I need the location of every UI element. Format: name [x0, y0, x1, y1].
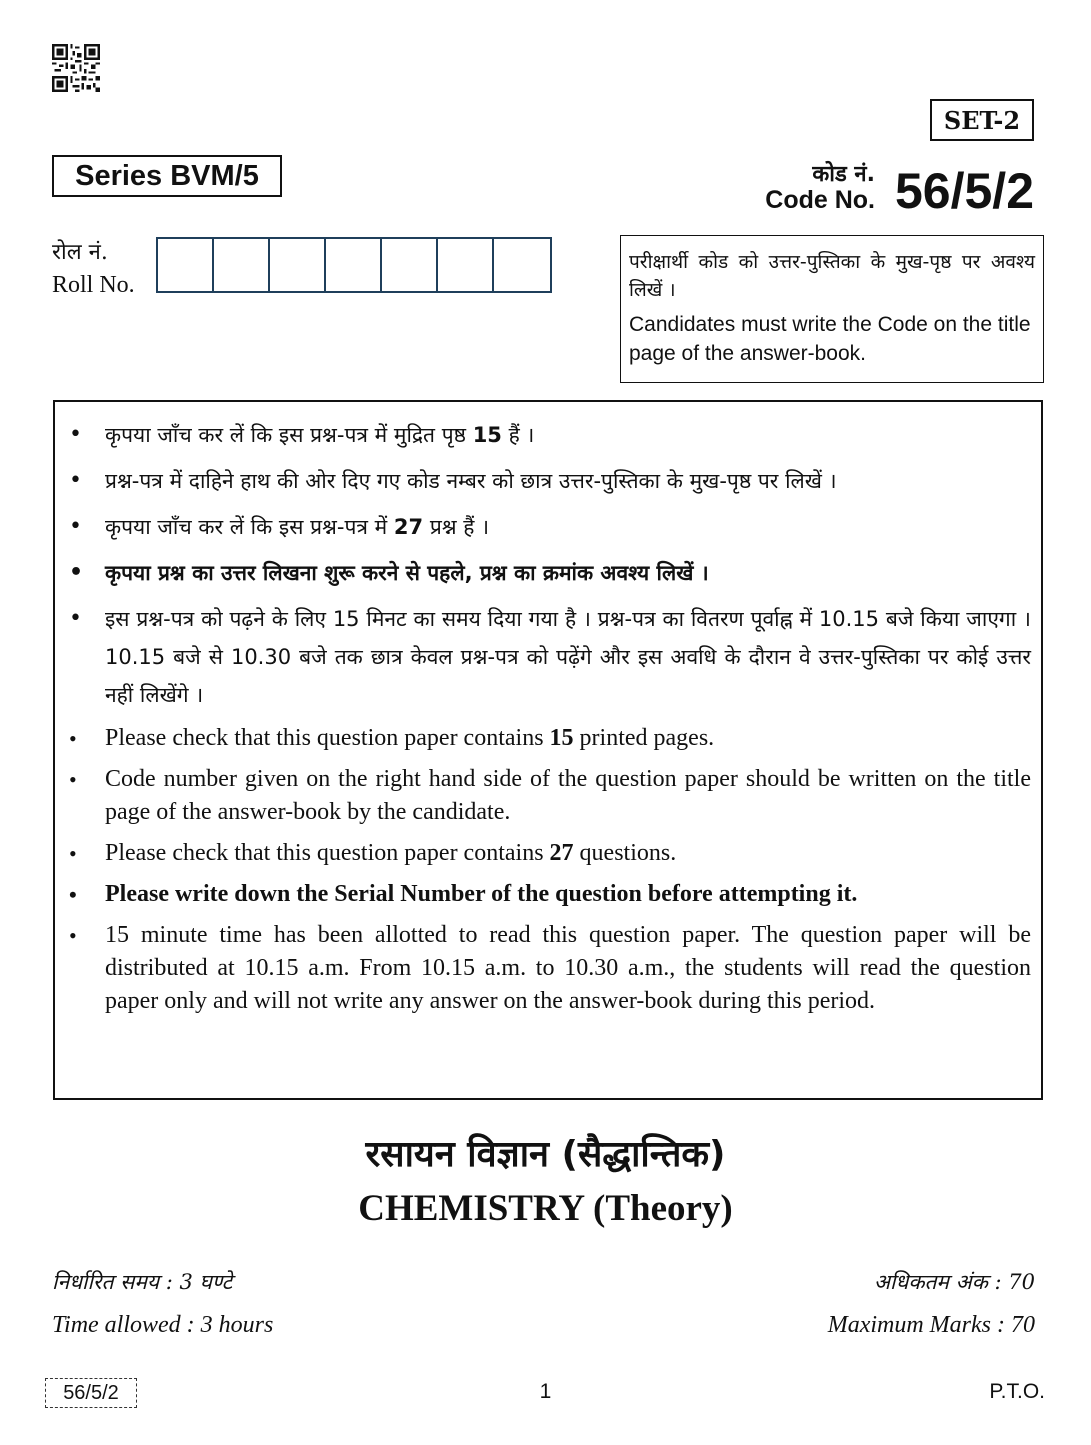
roll-number-cell[interactable]: [270, 239, 326, 291]
instruction-item: [67, 508, 1031, 546]
instruction-text: Please check that this question paper contains: [105, 725, 550, 751]
pto-label: P.T.O.: [989, 1380, 1045, 1403]
title-en: CHEMISTRY (Theory): [358, 1188, 733, 1229]
roll-number-cell[interactable]: [438, 239, 494, 291]
candidate-note-en: Candidates must write the Code on the title page of the answer-book.: [629, 313, 1031, 365]
roll-label-en: Roll No.: [52, 272, 135, 298]
roll-number-cell[interactable]: [494, 239, 550, 291]
bullet-icon: •: [69, 606, 82, 631]
bullet-icon: •: [69, 560, 84, 585]
instruction-text: कृपया प्रश्न का उत्तर लिखना शुरू करने से पहले, प्रश्न का क्रमांक अवश्य लिखें ।: [105, 561, 709, 585]
time-allowed-en: Time allowed : 3 hours: [52, 1312, 274, 1338]
footer-code: 56/5/2: [45, 1378, 137, 1408]
title-hindi: रसायन विज्ञान (सैद्धान्तिक): [365, 1134, 726, 1175]
instruction-item: [67, 722, 1031, 755]
instruction-item: [67, 837, 1031, 870]
candidate-note-box: [620, 235, 1044, 383]
instruction-emphasis: 15: [472, 423, 502, 447]
instruction-text: प्रश्न हैं ।: [423, 515, 490, 539]
instruction-emphasis: 15: [549, 725, 574, 751]
instruction-text: 15 minute time has been allotted to read this question paper. The question paper will be distributed at 10.15 a.m. From 10.15 a.m. to 10.30 a.m., the students will read the question paper only and will not write any answer on the answer-book during this period.: [105, 922, 1031, 1014]
instruction-item: [67, 919, 1031, 1018]
instruction-text: printed pages.: [573, 725, 715, 751]
instruction-text: प्रश्न-पत्र में दाहिने हाथ की ओर दिए गए कोड नम्बर को छात्र उत्तर-पुस्तिका के मुख-पृष्ठ पर लिखें ।: [105, 469, 837, 493]
bullet-icon: •: [69, 422, 82, 447]
bullet-icon: •: [69, 923, 77, 948]
instruction-item: [67, 763, 1031, 829]
qr-code-icon: [52, 44, 100, 92]
roll-label-hindi: रोल नं.: [52, 240, 108, 265]
bullet-icon: •: [69, 882, 77, 907]
instruction-text: Please check that this question paper contains: [105, 840, 550, 866]
instruction-text: इस प्रश्न-पत्र को पढ़ने के लिए 15 मिनट का समय दिया गया है । प्रश्न-पत्र का वितरण पूर्वाह्न में 10.15 बजे किया जाएगा । 10.15 बजे से 10.30 बजे तक छात्र केवल प्रश्न-पत्र को पढ़ेंगे और इस अवधि के दौरान वे उत्तर-पुस्तिका पर कोई उत्तर नहीं लिखेंगे ।: [105, 607, 1031, 707]
instructions-list: [67, 416, 1031, 1018]
instruction-item: [67, 416, 1031, 454]
page-number: 1: [539, 1380, 552, 1403]
code-value: 56/5/2: [894, 163, 1034, 219]
instruction-item: [67, 600, 1031, 714]
instruction-text: कृपया जाँच कर लें कि इस प्रश्न-पत्र में मुद्रित पृष्ठ: [105, 423, 473, 447]
bullet-icon: •: [69, 468, 82, 493]
roll-number-cell[interactable]: [158, 239, 214, 291]
set-label: SET-2: [930, 99, 1034, 141]
instruction-item: [67, 462, 1031, 500]
instruction-emphasis: 27: [393, 515, 424, 539]
bullet-icon: •: [69, 767, 77, 792]
instruction-text: questions.: [573, 840, 677, 866]
instruction-item: [67, 554, 1031, 592]
roll-number-boxes[interactable]: [156, 237, 552, 293]
bullet-icon: •: [69, 514, 82, 539]
bullet-icon: •: [69, 841, 77, 866]
roll-number-cell[interactable]: [382, 239, 438, 291]
roll-number-cell[interactable]: [214, 239, 270, 291]
bullet-icon: •: [69, 726, 77, 751]
instruction-text: हैं ।: [501, 423, 535, 447]
roll-number-cell[interactable]: [326, 239, 382, 291]
instruction-text: कृपया जाँच कर लें कि इस प्रश्न-पत्र में: [105, 515, 394, 539]
series-label: Series BVM/5: [52, 155, 282, 197]
code-label-en: Code No.: [765, 186, 875, 214]
max-marks-en: Maximum Marks : 70: [827, 1312, 1035, 1338]
time-allowed-hindi: निर्धारित समय : 3 घण्टे: [52, 1270, 233, 1294]
instruction-text: Code number given on the right hand side of the question paper should be written on the title page of the answer-book by the candidate.: [105, 766, 1031, 825]
instruction-text: Please write down the Serial Number of the question before attempting it.: [105, 881, 858, 907]
instruction-item: [67, 878, 1031, 911]
max-marks-hindi: अधिकतम अंक : 70: [873, 1270, 1035, 1294]
code-label-hindi: कोड नं.: [812, 162, 875, 187]
instructions-box: [53, 400, 1043, 1100]
candidate-note-hindi: परीक्षार्थी कोड को उत्तर-पुस्तिका के मुख-पृष्ठ पर अवश्य लिखें ।: [629, 251, 1035, 301]
instruction-emphasis: 27: [549, 840, 574, 866]
